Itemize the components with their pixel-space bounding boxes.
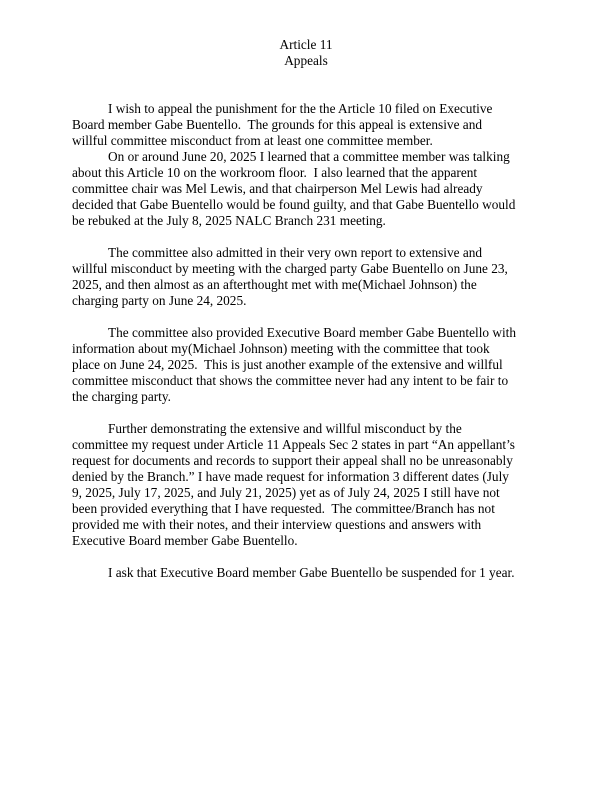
paragraph-appeal-intro [72, 101, 552, 149]
document-title [0, 37, 612, 69]
title-article: Article 11 [279, 37, 333, 52]
paragraph-request-suspension [72, 565, 552, 581]
text-line: committee misconduct that shows the committee never had any intent to be fair to [72, 373, 509, 388]
text-line: be rebuked at the July 8, 2025 NALC Branch 231 meeting. [72, 213, 386, 228]
text-line: charging party on June 24, 2025. [72, 293, 247, 308]
paragraph-information-shared [72, 325, 552, 405]
text-line: denied by the Branch.” I have made request for information 3 different dates (July [72, 469, 509, 484]
text-line: Further demonstrating the extensive and willful misconduct by the [108, 421, 462, 436]
paragraph-records-request [72, 421, 552, 549]
text-line: willful committee misconduct from at least one committee member. [72, 133, 433, 148]
text-line: Board member Gabe Buentello. The grounds for this appeal is extensive and [72, 117, 483, 132]
text-line: willful misconduct by meeting with the charged party Gabe Buentello on June 23, [72, 261, 508, 276]
text-line: The committee also provided Executive Board member Gabe Buentello with [108, 325, 517, 340]
text-line: committee chair was Mel Lewis, and that chairperson Mel Lewis had already [72, 181, 483, 196]
text-line: place on June 24, 2025. This is just another example of the extensive and willful [72, 357, 503, 372]
text-line: I ask that Executive Board member Gabe Buentello be suspended for 1 year. [108, 565, 515, 580]
text-line: I wish to appeal the punishment for the the Article 10 filed on Executive [108, 101, 493, 116]
text-line: provided me with their notes, and their interview questions and answers with [72, 517, 482, 532]
text-line: request for documents and records to support their appeal shall no be unreasonably [72, 453, 513, 468]
text-line: 9, 2025, July 17, 2025, and July 21, 2025) yet as of July 24, 2025 I still have not [72, 485, 500, 500]
text-line: the charging party. [72, 389, 171, 404]
paragraph-committee-report [72, 245, 552, 309]
text-line: committee my request under Article 11 Appeals Sec 2 states in part “An appellant’s [72, 437, 515, 452]
text-line: about this Article 10 on the workroom floor. I also learned that the apparent [72, 165, 478, 180]
text-line: been provided everything that I have requested. The committee/Branch has not [72, 501, 495, 516]
text-line: 2025, and then almost as an afterthought met with me(Michael Johnson) the [72, 277, 477, 292]
text-line: The committee also admitted in their very own report to extensive and [108, 245, 483, 260]
title-appeals: Appeals [284, 53, 328, 68]
text-line: Executive Board member Gabe Buentello. [72, 533, 298, 548]
paragraph-june-20 [72, 149, 552, 229]
text-line: information about my(Michael Johnson) meeting with the committee that took [72, 341, 490, 356]
text-line: On or around June 20, 2025 I learned that a committee member was talking [108, 149, 510, 164]
text-line: decided that Gabe Buentello would be found guilty, and that Gabe Buentello would [72, 197, 516, 212]
